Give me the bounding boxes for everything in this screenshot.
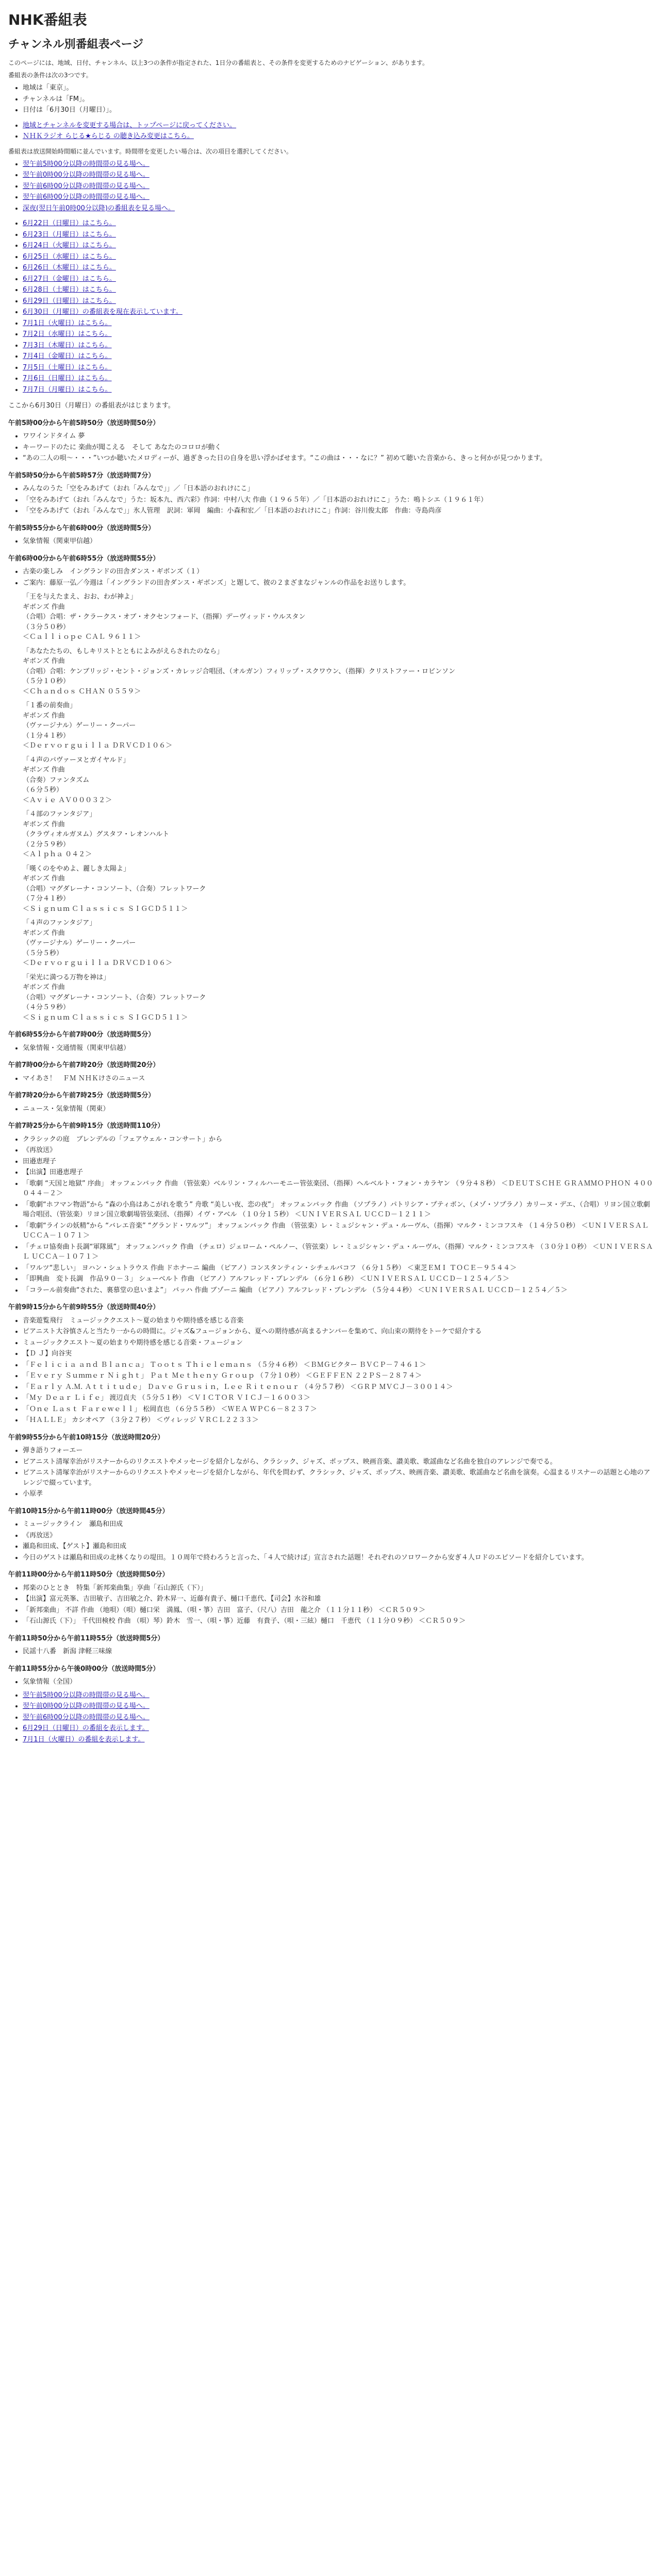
date-link-item-link[interactable]: 7月1日（火曜日）はこちら。 — [23, 319, 112, 327]
date-link-item-link[interactable]: 6月25日（水曜日）はこちら。 — [23, 252, 116, 261]
date-link-item-link[interactable]: 6月29日（日曜日）はこちら。 — [23, 297, 116, 305]
footer-link-item-link[interactable]: 翌午前0時00分以降の時間帯の見る場へ。 — [23, 1702, 150, 1710]
date-link-item[interactable] — [23, 307, 654, 317]
program-time: 午前5時00分から午前5時50分（放送時間50分） — [8, 419, 160, 427]
program-item: • 気象情報（関東甲信越） — [23, 536, 654, 547]
program-item: • クラシックの庭 ブレンデルの「フェアウェル・コンサート」から — [23, 1134, 654, 1145]
time-link-item[interactable] — [23, 204, 654, 214]
footer-link-item[interactable] — [23, 1701, 654, 1711]
program — [8, 1060, 654, 1083]
page-title: NHK番組表 — [8, 11, 87, 28]
track — [23, 755, 654, 806]
track-detail: （５分１０秒） — [23, 677, 70, 685]
date-link-item-link[interactable]: 7月4日（金曜日）はこちら。 — [23, 352, 112, 360]
program-items — [23, 1316, 654, 1426]
track-detail: （３分５０秒） — [23, 623, 70, 631]
program-item: • ワワインドタイム 夢 — [23, 431, 654, 442]
program — [8, 554, 654, 1023]
date-link-item[interactable] — [23, 385, 654, 395]
top-nav-links — [23, 121, 654, 142]
program-item: • 【出演】田邉恵理子 — [23, 1167, 654, 1178]
program-time: 午前11時55分から午後0時00分（放送時間5分） — [8, 1665, 160, 1673]
program — [8, 1664, 654, 1687]
program — [8, 418, 654, 464]
program-item: • 古楽の楽しみ イングランドの田舎ダンス・ギボンズ（１） — [23, 567, 654, 577]
footer-link-item-link[interactable]: 6月29日（日曜日）の番組を表示します。 — [23, 1724, 149, 1732]
program-item: • キーワードのたに 楽曲が聞こえる そして あなたのコロロが動く — [23, 443, 654, 453]
date-link-item[interactable] — [23, 252, 654, 262]
date-link-item[interactable] — [23, 296, 654, 307]
program-time: 午前9時15分から午前9時55分（放送時間40分） — [8, 1303, 160, 1311]
program-item: • ご案内：藤原一弘／今週は「イングランドの田舎ダンス・ギボンズ」と題して、彼の２まざまなジャンルの作品をお送りします。 — [23, 578, 654, 588]
program-time: 午前7時25分から午前9時15分（放送時間110分） — [8, 1122, 164, 1130]
program-item: • 「コラール前奏曲“された、裏慕堂の息いまよ”」 バッハ 作曲 ブゾーニ 編曲 （ピアノ）アルフレッド・ブレンデル （５分４４秒） ＜ＵＮＩＶＥＲＳＡＬ ＵＣＣＤ－１２５４／５＞ — [23, 1285, 654, 1296]
track-detail: （２分５９秒） — [23, 840, 70, 849]
program — [8, 1091, 654, 1114]
program-item: • 「歌劇 “天国と地獄” 序曲」 オッフェンバック 作曲 （管弦楽）ベルリン・フィルハーモニー管弦楽団、（指揮）ヘルベルト・フォン・カラヤン （９分４８秒） ＜ＤＥＵＴＳＣＨＥ ＧＲＡＭＭＯＰＨＯＮ ４００ ０４４－２＞ — [23, 1179, 654, 1199]
track-detail: （合唱）合唱：ザ・クラークス・オブ・オクセンフォード、（指揮）デーヴィッド・ウルスタン — [23, 613, 306, 621]
date-link-item[interactable] — [23, 374, 654, 384]
track-detail: （４分５９秒） — [23, 1004, 70, 1011]
date-link-item-link[interactable]: 7月5日（土曜日）はこちら。 — [23, 363, 112, 371]
track — [23, 592, 654, 642]
footer-link-item-link[interactable]: 翌午前6時00分以降の時間帯の見る場へ。 — [23, 1713, 150, 1721]
track-title: 「王を与えたまえ、おお、わが神よ」 — [23, 593, 137, 601]
program-time: 午前7時20分から午前7時25分（放送時間5分） — [8, 1092, 155, 1099]
track-title: 「１番の前奏曲」 — [23, 702, 77, 709]
program-item: • 田邉恵理子 — [23, 1157, 654, 1167]
program-item: • 「空をみあげて（おれ「みんなで」うた：坂本九、西六彩》作詞：中村八大 作曲（１９６５年）／「日本語のおれけにこ」うた：鳴トシエ（１９６１年） — [23, 495, 654, 505]
program-time: 午前11時00分から午前11時50分（放送時間50分） — [8, 1571, 169, 1579]
program-item: • みんなのうた「空をみあげて（おれ「みんなで」」／「日本語のおれけにこ」 — [23, 484, 654, 494]
date-link-item-link[interactable]: 6月23日（月曜日）はこちら。 — [23, 230, 116, 239]
date-link-item-link[interactable]: 7月6日（日曜日）はこちら。 — [23, 375, 112, 382]
program-item: • 音楽遊覧飛行 ミュージッククエスト～夏の始まりや期待感を感じる音楽 — [23, 1316, 654, 1326]
top-nav-item-link[interactable]: 地域とチャンネルを変更する場合は、トップページに戻ってください。 — [23, 121, 237, 129]
program-item: • 《再放送》 — [23, 1145, 654, 1156]
program-item: • 「歌劇“ラインの妖精”から “バレエ音楽” “グランド・ワルツ”」 オッフェンバック 作曲 （管弦楽）レ・ミュジシャン・デュ・ルーヴル、（指揮）マルク・ミンコフスキ （１４分５０秒） ＜ＵＮＩＶＥＲＳＡＬ ＵＣＣＡ－１０７１＞ — [23, 1221, 654, 1241]
track-title: 「あなたたちの、もしキリストとともによみがえらされたのなら」 — [23, 647, 224, 655]
date-link-item-link[interactable]: 6月22日（日曜日）はこちら。 — [23, 219, 116, 227]
time-link-item-link[interactable]: 翌午前5時00分以降の時間帯の見る場へ。 — [23, 160, 150, 168]
time-link-item-link[interactable]: 翌午前0時00分以降の時間帯の見る場へ。 — [23, 171, 150, 179]
date-links — [23, 218, 654, 395]
time-link-item[interactable] — [23, 192, 654, 202]
footer-link-item[interactable] — [23, 1723, 654, 1734]
time-link-item[interactable] — [23, 170, 654, 180]
track-detail: （合唱）合唱：ケンブリッジ・セント・ジョンズ・カレッジ合唱団、（オルガン）フィリップ・スクワウン、（指揮）クリストファー・ロビンソン — [23, 667, 456, 675]
program-items — [23, 1647, 654, 1657]
program-item: • 「空をみあげて（おれ「みんなで」」氷人管理 訳詞：軍岡 編曲：小森和宏／「日本語のおれけにこ」作詞：谷川俊太郎 作曲：寺島尚彦 — [23, 506, 654, 516]
date-link-item-link[interactable]: 7月2日（水曜日）はこちら。 — [23, 330, 112, 338]
program-item: • マイあさ！ ＦＭ ＮＨＫけさのニュース — [23, 1074, 654, 1084]
track-title: 「栄光に満つる万物を神は」 — [23, 973, 110, 981]
date-link-item[interactable] — [23, 329, 654, 340]
date-link-item[interactable] — [23, 241, 654, 251]
program-item: • 「Ｅａｒｌｙ Ａ.Ｍ. Ａｔｔｉｔｕｄｅ」 Ｄａｖｅ Ｇｒｕｓｉｎ，Ｌｅｅ Ｒｉｔｅｎｏｕｒ （４分５７秒） ＜ＧＲＰ ＭＶＣＪ－３００１４＞ — [23, 1382, 654, 1393]
top-nav-item[interactable] — [23, 121, 654, 131]
track-title: 「４声のファンタジア」 — [23, 919, 96, 927]
program-item: • ニュース・気象情報（関東） — [23, 1104, 654, 1114]
program-time: 午前5時55分から午前6時00分（放送時間5分） — [8, 524, 155, 532]
program-items — [23, 1677, 654, 1687]
program — [8, 471, 654, 516]
date-link-item-link[interactable]: 7月3日（木曜日）はこちら。 — [23, 341, 112, 349]
program-item: • 弾き語りフォーエー — [23, 1446, 654, 1456]
track-detail: （合唱）マグダレーナ・コンソート、（合奏）フレットワーク — [23, 885, 206, 893]
track — [23, 864, 654, 914]
page-intro: このページには、地域、日付、チャンネル、以上3つの条件が指定された、1日分の番組表と、その条件を変更するためのナビゲーション、があります。 — [8, 59, 428, 66]
track-detail: ＜Ａｖｉｅ ＡＶ０００３２＞ — [23, 796, 112, 804]
program-item: • ピアニスト清塚幸治がリスナーからのリクエストやメッセージを紹介しながら、クラシック、ジャズ、ポップス、映画音楽、讃美歌、歌謡曲など名曲を独自のアレンジで奏でる。 — [23, 1457, 654, 1467]
condition-item: • 日付は「6月30日（月曜日）」。 — [23, 105, 654, 115]
track-detail: ギボンズ 作曲 — [23, 875, 65, 883]
track-detail: ＜Ａｌｐｈａ ０４２＞ — [23, 851, 92, 858]
track-detail: ＜Ｃｈａｎｄｏｓ ＣＨＡＮ ０５５９＞ — [23, 687, 141, 696]
program-item: • ミュージックライン 瀬島和田成 — [23, 1519, 654, 1530]
program-item: • 「Ｅｖｅｒｙ Ｓｕｍｍｅｒ Ｎｉｇｈｔ」 Ｐａｔ Ｍｅｔｈｅｎｙ Ｇｒｏｕｐ （７分１０秒） ＜ＧＥＦＦＥＮ ２２ＰＳ－２８７４＞ — [23, 1371, 654, 1381]
date-link-item[interactable] — [23, 341, 654, 351]
program-items — [23, 1043, 654, 1054]
track-detail: ギボンズ 作曲 — [23, 766, 65, 774]
track-detail: ＜Ｄｅｒｖｏｒｇｕｉｌｌａ ＤＲＶＣＤ１０６＞ — [23, 742, 173, 750]
date-link-item[interactable] — [23, 218, 654, 229]
conditions-list — [23, 83, 654, 115]
track-detail: ＜Ｓｉｇｎｕｍ Ｃｌａｓｓｉｃｓ ＳＩＧＣＤ５１１＞ — [23, 1013, 188, 1022]
track-detail: ギボンズ 作曲 — [23, 657, 65, 665]
page-subtitle: チャンネル別番組表ページ — [8, 38, 144, 51]
program — [8, 1506, 654, 1563]
program-time: 午前10時15分から午前11時00分（放送時間45分） — [8, 1507, 169, 1515]
track-detail: （７分４１秒） — [23, 895, 70, 903]
track-detail: （合唱）マグダレーナ・コンソート、（合奏）フレットワーク — [23, 993, 206, 1002]
program-item: • 「チェロ協奏曲ト長調“軍隊風”」 オッフェンバック 作曲 （チェロ）ジェローム・ペルノー、（管弦楽）レ・ミュジシャン・デュ・ルーヴル、（指揮）マルク・ミンコフスキ （３０分１０秒） ＜ＵＮＩＶＥＲＳＡＬ ＵＣＣＡ－１０７１＞ — [23, 1242, 654, 1262]
program-item: • ミュージッククエスト～夏の始まりや期待感を感じる音楽・フュージョン — [23, 1338, 654, 1348]
program-item: • 「ＨＡＬＬＥ」 カシオペア （３分２７秒） ＜ヴィレッジ ＶＲＣＬ２２３３＞ — [23, 1415, 654, 1426]
track-detail: （５分５秒） — [23, 949, 63, 957]
program-item: • 《再放送》 — [23, 1531, 654, 1541]
track-detail: （合奏）ファンタズム — [23, 776, 90, 784]
program-item: • 「Ｍｙ Ｄｅａｒ Ｌｉｆｅ」 渡辺貞夫 （５分５１秒） ＜ＶＩＣＴＯＲ ＶＩＣＪ－１６００３＞ — [23, 1393, 654, 1403]
date-link-item[interactable] — [23, 274, 654, 284]
footer-link-item[interactable] — [23, 1690, 654, 1701]
track — [23, 918, 654, 969]
date-link-item-link[interactable]: 6月30日（月曜日）の番組表を現在表示しています。 — [23, 308, 183, 316]
program-items — [23, 1074, 654, 1084]
date-link-item[interactable] — [23, 363, 654, 373]
time-link-item-link[interactable]: 深夜(翌日午前0時00分以降)の番組表を見る場へ。 — [23, 204, 175, 212]
program-time: 午前11時50分から午前11時55分（放送時間5分） — [8, 1634, 164, 1642]
track-detail: ギボンズ 作曲 — [23, 929, 65, 937]
program — [8, 523, 654, 547]
time-link-item[interactable] — [23, 159, 654, 170]
program-items — [23, 536, 654, 547]
program — [8, 1433, 654, 1499]
program-item: • 小原孝 — [23, 1489, 654, 1499]
track-title: 「４部のファンタジア」 — [23, 810, 96, 818]
track-detail: ギボンズ 作曲 — [23, 711, 65, 720]
footer-link-item-link[interactable]: 7月1日（火曜日）の番組を表示します。 — [23, 1735, 145, 1743]
date-link-item[interactable] — [23, 263, 654, 273]
footer-link-item[interactable] — [23, 1713, 654, 1723]
time-link-item-link[interactable]: 翌午前6時00分以降の時間帯の見る場へ。 — [23, 193, 150, 201]
program — [8, 1302, 654, 1426]
program — [8, 1121, 654, 1295]
program — [8, 1634, 654, 1657]
track — [23, 701, 654, 751]
program-items — [23, 1134, 654, 1296]
top-nav-item-link[interactable]: ＮＨＫラジオ らじる★らじる の聴き込み変更はこちら。 — [23, 132, 194, 140]
program — [8, 1570, 654, 1626]
program-items — [23, 1104, 654, 1114]
track-detail: ＜Ｄｅｒｖｏｒｇｕｉｌｌａ ＤＲＶＣＤ１０６＞ — [23, 959, 173, 967]
track-detail: ギボンズ 作曲 — [23, 984, 65, 991]
program-item: • 「新邦楽曲」 不詳 作曲 （地唄）（唄）樋口栄 満鳳、（唄・箏）吉田 富子、（尺八）吉田 龍之介 （１１分１１秒） ＜ＣＲ５０９＞ — [23, 1605, 654, 1616]
program-item: • 瀬島和田成、【ゲスト】瀬島和田成 — [23, 1541, 654, 1552]
track-detail: （ヴァージナル）ゲーリー・クーパー — [23, 939, 136, 947]
program-items — [23, 484, 654, 516]
conditions-intro: 番組表の条件は次の3つです。 — [8, 72, 92, 79]
track-title: 「４声のパヴァーヌとガイヤルド」 — [23, 756, 130, 764]
date-link-item-link[interactable]: 6月27日（金曜日）はこちら。 — [23, 275, 116, 283]
program-item: • 民謡十八番 新潟 津軽三味線 — [23, 1647, 654, 1657]
date-link-item[interactable] — [23, 318, 654, 329]
top-nav-item[interactable] — [23, 131, 654, 142]
program-item: • ピアニスト清塚幸治がリスナーからのリクエストやメッセージを紹介しながら、年代を問わず、クラシック、ジャズ、ポップス、映画音楽、讃美歌、歌謡曲など名曲を演奏。心温まるリスナーの話題と心地のアレンジで綴っています。 — [23, 1468, 654, 1488]
programs — [8, 418, 654, 1687]
showing-line: ここから6月30日（月曜日）の番組表がはじまります。 — [8, 402, 175, 410]
condition-item: • 地域は「東京」。 — [23, 83, 654, 93]
program-item: • 「石山源氏（下）」 千代田検校 作曲 （唄）琴）鈴木 雪一、（唄・箏）近藤 有貴子、（唄・三絃）樋口 千恵代 （１１分０９秒） ＜ＣＲ５０９＞ — [23, 1616, 654, 1626]
program-item: • ピアニスト大谷慎さんと当たり一からの時間に。ジャズ&フュージョンから、夏への期待感が高まるナンバーを集めて、向山束の期待をトーケで紹介する — [23, 1327, 654, 1337]
program-item: • 【出演】富元英峯、吉田敏子、吉田敏之介、鈴木昇一、近藤有貴子、樋口千恵代、【司会】水谷和雄 — [23, 1594, 654, 1604]
date-link-item[interactable] — [23, 351, 654, 362]
program-time: 午前9時55分から午前10時15分（放送時間20分） — [8, 1433, 164, 1442]
program-time: 午前5時50分から午前5時57分（放送時間7分） — [8, 471, 155, 480]
footer-links — [23, 1690, 654, 1745]
track-detail: ギボンズ 作曲 — [23, 820, 65, 828]
condition-item: • チャンネルは「FM」。 — [23, 94, 654, 105]
program-time: 午前6時00分から午前6時55分（放送時間55分） — [8, 554, 160, 563]
date-link-item-link[interactable]: 6月28日（土曜日）はこちら。 — [23, 286, 116, 294]
program-item: • 「ワルツ“悲しい」 ヨハン・シュトラウス 作曲 ドホナーニ 編曲 （ピアノ）コンスタンティン・シチェルバコフ （６分１５秒） ＜東芝ＥＭＩ ＴＯＣＥ－９５４４＞ — [23, 1263, 654, 1274]
date-nav-intro: 番組表は放送開始時間順に並んでいます。時間帯を変更したい場合は、次の項目を選択してください。 — [8, 147, 293, 155]
footer-link-item[interactable] — [23, 1735, 654, 1745]
program-items — [23, 1519, 654, 1563]
date-link-item-link[interactable]: 7月7日（月曜日）はこちら。 — [23, 385, 112, 394]
program-item: • 「歌劇“ホフマン物語”から “森の小鳥はあこがれを歌う” 舟歌 “美しい夜、恋の夜”」 オッフェンバック 作曲 （ソプラノ）パトリシア・プティボン、（メゾ・ソプラノ）カリーヌ・デエ、（合唱）リヨン国立歌劇場合唱団、（管弦楽）リヨン国立歌劇場管弦楽団、（指揮）イヴ・アベル （１０分１５秒） ＜ＵＮＩＶＥＲＳＡＬ ＵＣＣＤ－１２１１＞ — [23, 1200, 654, 1220]
footer-link-item-link[interactable]: 翌午前5時00分以降の時間帯の見る場へ。 — [23, 1691, 150, 1699]
program-item: • 邦楽のひととき 特集「新邦楽曲集」享曲「石山源氏（下）」 — [23, 1583, 654, 1594]
date-link-item[interactable] — [23, 230, 654, 240]
program-item: • 気象情報（全国） — [23, 1677, 654, 1687]
time-link-item[interactable] — [23, 181, 654, 192]
track-detail: （６分５秒） — [23, 786, 63, 794]
program-items — [23, 1583, 654, 1626]
track-detail: ギボンズ 作曲 — [23, 603, 65, 611]
date-link-item[interactable] — [23, 285, 654, 295]
date-link-item-link[interactable]: 6月26日（木曜日）はこちら。 — [23, 264, 116, 272]
program-item: • 気象情報・交通情報（関東甲信越） — [23, 1043, 654, 1054]
time-links — [23, 159, 654, 214]
program — [8, 1030, 654, 1053]
program-item: • 「Ｆｅｌｉｃｉａ ａｎｄ Ｂｌａｎｃａ」 Ｔｏｏｔｓ Ｔｈｉｅｌｅｍａｎｓ （５分４６秒） ＜ＢＭＧビクター ＢＶＣＰ－７４６１＞ — [23, 1360, 654, 1370]
program-items — [23, 567, 654, 1023]
program-item: • 「即興曲 変ト長調 作品９０－３」 シューベルト 作曲 （ピアノ）アルフレッド・ブレンデル （６分１６秒） ＜ＵＮＩＶＥＲＳＡＬ ＵＣＣＤ－１２５４／５＞ — [23, 1274, 654, 1284]
track — [23, 647, 654, 697]
track-detail: （クラヴィオルガヌム）グスタフ・レオンハルト — [23, 831, 170, 838]
program-item: • 「Ｏｎｅ Ｌａｓｔ Ｆａｒｅｗｅｌｌ」 松岡直也 （６分５５秒） ＜ＷＥＡ ＷＰＣ６－８２３７＞ — [23, 1404, 654, 1415]
track-title: 「嘆くのをやめよ、麗しき太陽よ」 — [23, 865, 130, 873]
track-detail: （１分４１秒） — [23, 732, 70, 740]
date-link-item-link[interactable]: 6月24日（火曜日）はこちら。 — [23, 242, 116, 249]
track-detail: （ヴァージナル）ゲーリー・クーパー — [23, 722, 136, 730]
program-item: • 今日のゲストは瀬島和田成の北林くなりの堤田。１０周年で終わろうと言った、「４人で続けば」宣言された話題！それぞれのソロワークから安ぎ４人ロドのエピソードを紹介しています。 — [23, 1553, 654, 1563]
program-time: 午前7時00分から午前7時20分（放送時間20分） — [8, 1061, 160, 1069]
program-item: • 【Ｄ Ｊ】向谷実 — [23, 1349, 654, 1359]
program-items — [23, 431, 654, 464]
program-items — [23, 1446, 654, 1499]
track-detail: ＜Ｓｉｇｎｕｍ Ｃｌａｓｓｉｃｓ ＳＩＧＣＤ５１１＞ — [23, 905, 188, 913]
track-detail: ＜Ｃａｌｌｉｏｐｅ ＣＡＬ ９６１１＞ — [23, 633, 141, 641]
program-item: • “あの二人の唄～・・・”いつか聴いたメロディーが、過ぎきった日の自身を思い浮かばせます。“この曲は・・・なに？” 初めて聴いた音楽から、きっと何かが見つかります。 — [23, 453, 654, 464]
program-time: 午前6時55分から午前7時00分（放送時間5分） — [8, 1031, 155, 1039]
time-link-item-link[interactable]: 翌午前6時00分以降の時間帯の見る場へ。 — [23, 182, 150, 190]
track — [23, 973, 654, 1023]
track — [23, 809, 654, 860]
